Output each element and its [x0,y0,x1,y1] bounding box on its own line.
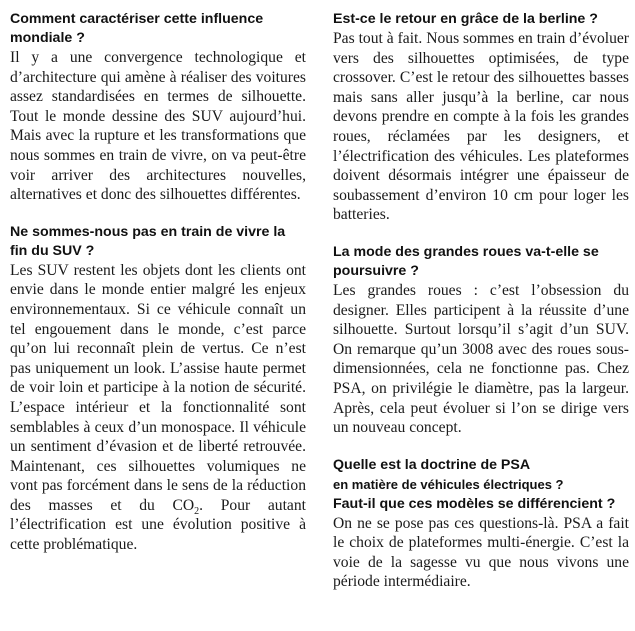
answer-text: Les SUV restent les objets dont les clients ont envie dans le monde entier malgré les enjeux environnementaux. Si ce véhicule connaît un tel engouement dans le monde, c’est parce qu’on lui reconnaît plein de vertus. Ce n’est pas uniquement un look. L’assise haute permet de voir loin et participe à la notion de sécurité. L’espace intérieur et la fonctionnalité sont semblables à ceux d’un monospace. Il véhicule un sentiment d’évasion et de liberté retrouvée. Maintenant, ces silhouettes volumiques ne vont pas forcément dans le sens de la réduction des masses et du CO [10,261,306,514]
answer-paragraph: Il y a une convergence technologique et d’architecture qui amène à réaliser des voitures assez standardisées en termes de silhouette. Tout le monde dessine des SUV aujourd’hui. Mais avec la rupture et les transformations que nous sommes en train de vivre, on va peut-être voir arriver des architectures nouvelles, alternatives et donc des silhouettes différentes. [10,49,306,204]
left-column [10,10,306,573]
question-subline: en matière de véhicules électriques ? [333,476,564,492]
answer-paragraph: On ne se pose pas ces questions-là. PSA a fait le choix de plateformes multi-énergie. C’est la voie de la sagesse vu que nous vivons une période intermédiaire. [333,514,629,591]
question-heading: Ne sommes-nous pas en train de vivre la fin du SUV ? [10,223,286,259]
question-heading: Est-ce le retour en grâce de la berline ? [333,11,598,27]
answer-paragraph: Les grandes roues : c’est l’obsession du designer. Elles participent à la réussite d’une silhouette. Surtout lorsqu’il s’agit d’un SUV. On remarque qu’un 3008 avec des roues sous-dimensionnées, cela ne fonctionne pas. Chez PSA, on privilégie le diamètre, pas la largeur. Après, cela peut évoluer si l’on se dirige vers un nouveau concept. [333,281,629,437]
answer-paragraph: Pas tout à fait. Nous sommes en train d’évoluer vers des silhouettes optimisées, de type crossover. C’est le retour des silhouettes basses mais sans aller jusqu’à la berline, car nous devons prendre en compte à la fois les grandes roues, réclamées par les designers, et l’électrification des véhicules. Les plateformes doivent désormais intégrer une épaisseur de soubassement d’environ 10 cm pour loger les batteries. [333,30,629,224]
question-line: Faut-il que ces modèles se différencient ? [333,495,616,512]
subscript-text: 2 [194,505,200,517]
question-line: Quelle est la doctrine de PSA [333,456,531,473]
question-heading: La mode des grandes roues va-t-elle se poursuivre ? [333,243,599,279]
answer-text-tail: . Pour autant l’électrification est une évolution positive à cette problématique. [10,496,306,554]
question-heading: Comment caractériser cette influence mondiale ? [10,11,264,46]
right-column [333,10,629,610]
answer-paragraph [10,261,306,555]
question-heading [333,456,629,514]
